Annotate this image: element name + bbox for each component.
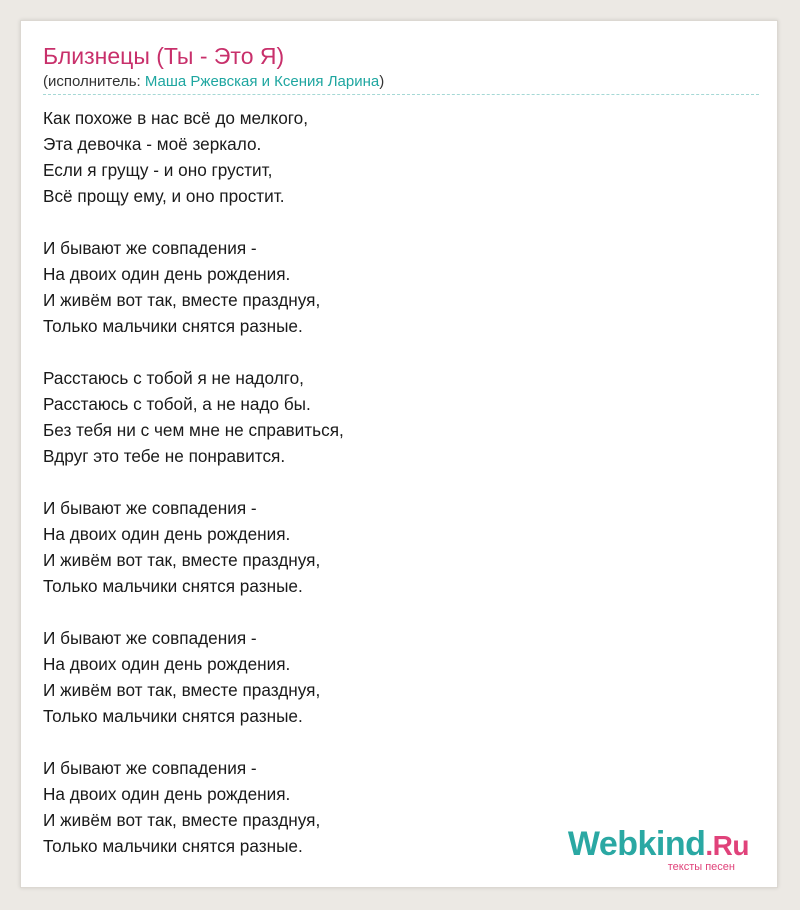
lyric-line: Вдруг это тебе не понравится.: [43, 446, 286, 466]
lyric-line: Если я грущу - и оно грустит,: [43, 160, 273, 180]
logo-tagline: тексты песен: [667, 861, 735, 873]
lyric-line: И бывают же совпадения -: [43, 238, 257, 258]
lyric-line: Только мальчики снятся разные.: [43, 706, 303, 726]
lyric-line: И бывают же совпадения -: [43, 498, 257, 518]
artist-byline: [43, 73, 384, 90]
stanza: [43, 755, 344, 859]
lyrics-body: [43, 105, 344, 885]
byline-prefix: (исполнитель:: [43, 73, 145, 90]
logo-wordmark: [568, 827, 749, 863]
lyrics-card: [20, 20, 778, 888]
lyric-line: И живём вот так, вместе празднуя,: [43, 680, 321, 700]
lyric-line: И живём вот так, вместе празднуя,: [43, 550, 321, 570]
lyric-line: На двоих один день рождения.: [43, 654, 291, 674]
stanza: [43, 625, 344, 729]
lyric-line: Как похоже в нас всё до мелкого,: [43, 108, 309, 128]
lyric-line: И живём вот так, вместе празднуя,: [43, 290, 321, 310]
lyric-line: Только мальчики снятся разные.: [43, 576, 303, 596]
byline-suffix: ): [379, 73, 385, 90]
stanza: [43, 365, 344, 469]
artist-link[interactable]: Маша Ржевская и Ксения Ларина: [144, 73, 380, 90]
song-title: Близнецы (Ты - Это Я): [43, 43, 285, 69]
stanza: [43, 235, 344, 339]
lyric-line: Эта девочка - моё зеркало.: [43, 134, 262, 154]
stanza: [43, 105, 344, 209]
lyric-line: И живём вот так, вместе празднуя,: [43, 810, 321, 830]
lyric-line: Всё прощу ему, и оно простит.: [43, 186, 285, 206]
lyric-line: Расстаюсь с тобой, а не надо бы.: [43, 394, 311, 414]
webkind-logo[interactable]: [568, 827, 749, 873]
lyric-line: Только мальчики снятся разные.: [43, 316, 303, 336]
lyric-line: Расстаюсь с тобой я не надолго,: [43, 368, 304, 388]
lyric-line: На двоих один день рождения.: [43, 264, 291, 284]
lyric-line: На двоих один день рождения.: [43, 524, 291, 544]
lyric-line: На двоих один день рождения.: [43, 784, 291, 804]
title-divider: [43, 94, 759, 95]
lyric-line: И бывают же совпадения -: [43, 758, 257, 778]
lyric-line: Только мальчики снятся разные.: [43, 836, 303, 856]
lyric-line: Без тебя ни с чем мне не справиться,: [43, 420, 344, 440]
logo-name: Webkind: [567, 825, 706, 863]
logo-tld: .Ru: [705, 830, 749, 861]
lyric-line: И бывают же совпадения -: [43, 628, 257, 648]
stanza: [43, 495, 344, 599]
